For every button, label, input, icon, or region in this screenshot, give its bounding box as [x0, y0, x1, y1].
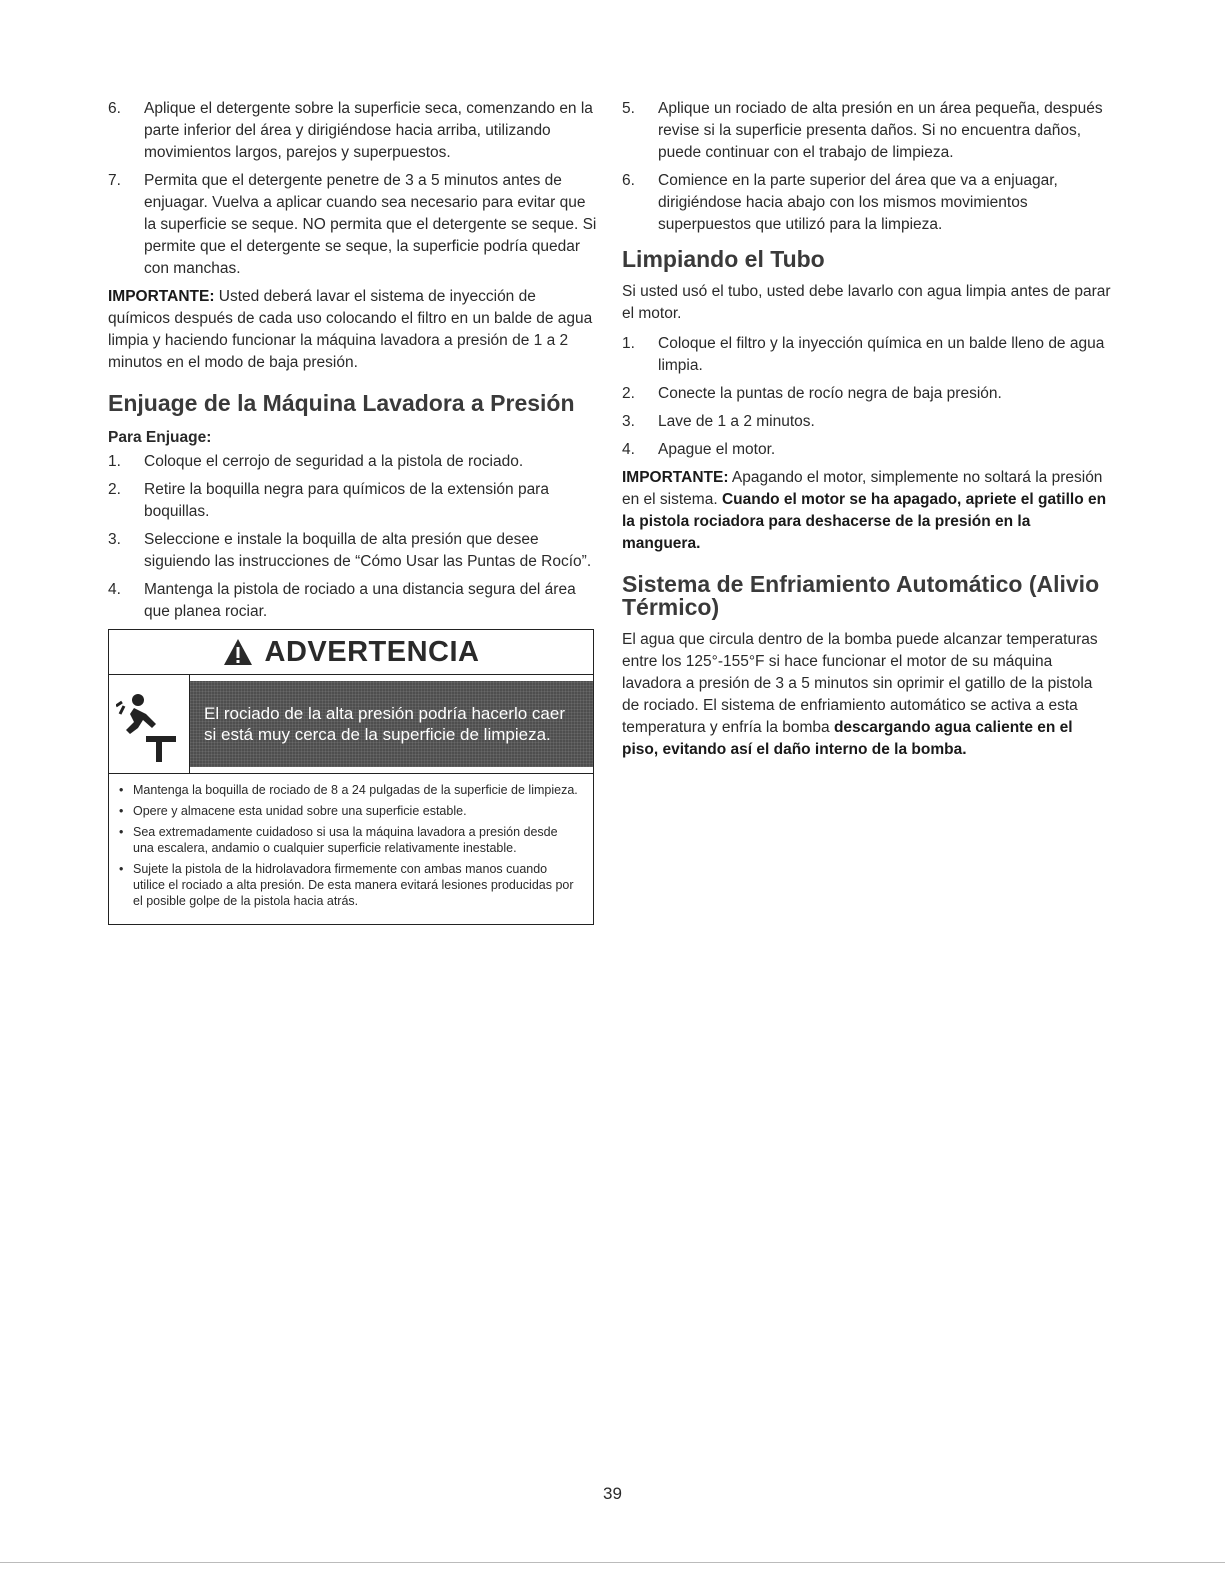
- list-item: 6. Comience en la parte superior del área que va a enjuagar, dirigiéndose hacia abajo con los mismos movimientos superpuestos que utilizó para la limpieza.: [622, 172, 1058, 233]
- hazard-row: [109, 675, 593, 774]
- rinse-steps-continued: [622, 98, 1112, 236]
- subheading-rinse: Para Enjuage:: [108, 429, 212, 446]
- list-item: 2. Conecte la puntas de rocío negra de baja presión.: [622, 385, 1002, 402]
- list-item: • Mantenga la boquilla de rociado de 8 a 24 pulgadas de la superficie de limpieza.: [119, 782, 581, 798]
- hazard-pictogram: [109, 675, 190, 773]
- important-note-chemical: IMPORTANTE: Usted deberá lavar el sistema de inyección de químicos después de cada uso colocando el filtro en un balde de agua limpia y haciendo funcionar la máquina lavadora a presión de 1 a 2 minutos en el modo de baja presión.: [108, 288, 593, 371]
- section-heading-cooling: Sistema de Enfriamiento Automático (Alivio Térmico): [622, 571, 1100, 620]
- list-item: 5. Aplique un rociado de alta presión en un área pequeña, después revise si la superficie presenta daños. Si no encuentra daños, puede continuar con el trabajo de limpieza.: [622, 100, 1103, 161]
- important-note-motor: IMPORTANTE: Apagando el motor, simplemente no soltará la presión en el sistema. Cuando el motor se ha apagado, apriete el gatillo en la pistola rociadora para deshacerse de la presión en la manguera.: [622, 469, 1107, 552]
- warning-box: [108, 629, 594, 925]
- cooling-text: El agua que circula dentro de la bomba puede alcanzar temperaturas entre los 125°-155°F si hace funcionar el motor de su máquina lavadora a presión de 3 a 5 minutos sin oprimir el gatillo de la pistola de rociado. El sistema de enfriamiento automático se activa a esta temperatura y enfría la bomba descargando agua caliente en el piso, evitando así el daño interno de la bomba.: [622, 631, 1098, 758]
- tube-steps: [622, 333, 1112, 461]
- cleaning-steps-continued: [108, 98, 598, 280]
- page-number: 39: [603, 1484, 622, 1503]
- warning-header: [109, 630, 593, 675]
- warning-title: ADVERTENCIA: [264, 635, 480, 668]
- list-item: • Sea extremadamente cuidadoso si usa la máquina lavadora a presión desde una escalera, andamio o cualquier superficie relativamente inestable.: [119, 824, 581, 856]
- list-item: 6. Aplique el detergente sobre la superficie seca, comenzando en la parte inferior del área y dirigiéndose hacia arriba, utilizando movimientos largos, parejos y superpuestos.: [108, 100, 593, 161]
- list-item: 1. Coloque el cerrojo de seguridad a la pistola de rociado.: [108, 453, 524, 470]
- warning-list: [109, 774, 593, 924]
- rinse-steps: [108, 451, 598, 623]
- list-item: 7. Permita que el detergente penetre de 3 a 5 minutos antes de enjuagar. Vuelva a aplicar cuando sea necesario para evitar que la superficie se seque. NO permita que el detergente se seque. Si permite que el detergente se seque, la superficie podría quedar con manchas.: [108, 172, 597, 277]
- list-item: 3. Seleccione e instale la boquilla de alta presión que desee siguiendo las instrucciones de “Cómo Usar las Puntas de Rocío”.: [108, 531, 592, 570]
- section-heading-rinse: Enjuage de la Máquina Lavadora a Presión: [108, 390, 575, 416]
- right-column: [622, 98, 1112, 769]
- hazard-banner: El rociado de la alta presión podría hacerlo caer si está muy cerca de la superficie de limpieza.: [190, 681, 593, 767]
- slip-fall-hazard-icon: [116, 684, 182, 764]
- list-item: 4. Apague el motor.: [622, 441, 776, 458]
- warning-triangle-icon: [223, 638, 253, 666]
- left-column: [108, 98, 598, 925]
- tube-intro: Si usted usó el tubo, usted debe lavarlo con agua limpia antes de parar el motor.: [622, 283, 1111, 322]
- list-item: 4. Mantenga la pistola de rociado a una distancia segura del área que planea rociar.: [108, 581, 576, 620]
- list-item: 2. Retire la boquilla negra para químicos de la extensión para boquillas.: [108, 481, 549, 520]
- list-item: 3. Lave de 1 a 2 minutos.: [622, 413, 815, 430]
- section-heading-tube: Limpiando el Tubo: [622, 246, 825, 272]
- list-item: 1. Coloque el filtro y la inyección química en un balde lleno de agua limpia.: [622, 335, 1105, 374]
- list-item: • Opere y almacene esta unidad sobre una superficie estable.: [119, 803, 581, 819]
- bottom-divider: [0, 1562, 1225, 1563]
- list-item: • Sujete la pistola de la hidrolavadora firmemente con ambas manos cuando utilice el rociado a alta presión. De esta manera evitará lesiones producidas por el posible golpe de la pistola hacia atrás.: [119, 861, 581, 909]
